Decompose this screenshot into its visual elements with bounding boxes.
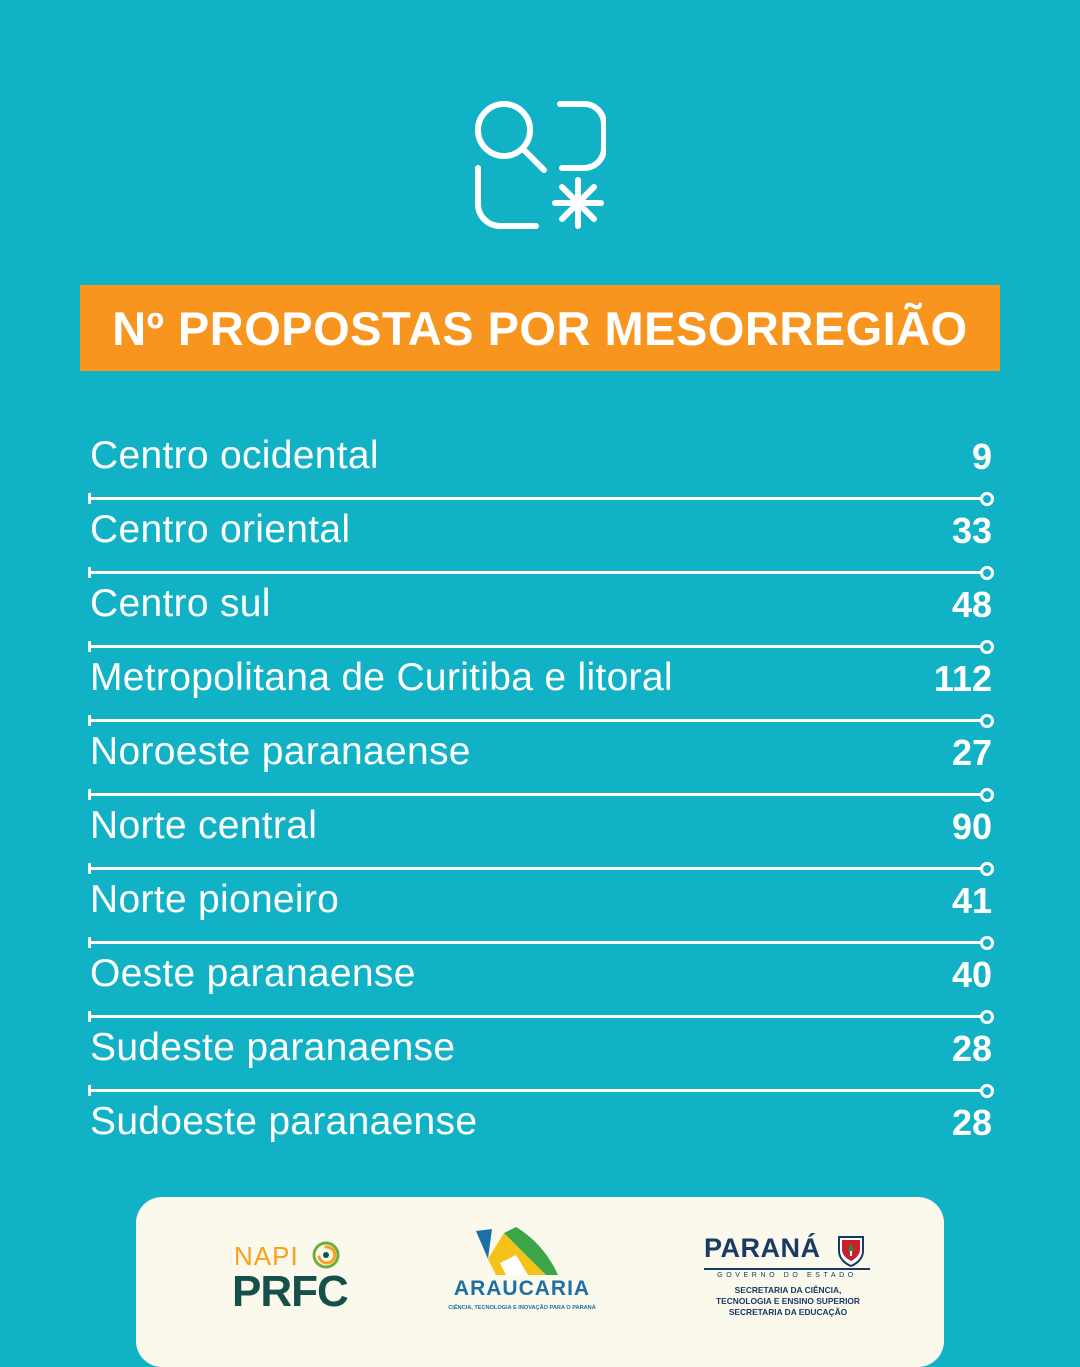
list-item: [88, 866, 994, 940]
list-item: [88, 792, 994, 866]
list-item: [88, 644, 994, 718]
region-list: [88, 422, 994, 1162]
proposal-count: 28: [951, 1102, 992, 1143]
napi-logo-text: NAPI: [234, 1241, 299, 1271]
parana-government-logo: [702, 1233, 874, 1333]
list-item: [88, 940, 994, 1014]
region-label: Sudoeste paranaense: [90, 1100, 478, 1143]
page-title: Nº PROPOSTAS POR MESORREGIÃO: [112, 301, 968, 355]
parana-subtitle: GOVERNO DO ESTADO: [717, 1272, 857, 1279]
araucaria-mark-icon: [466, 1225, 566, 1277]
list-item: [88, 422, 994, 496]
list-item: [88, 496, 994, 570]
secretariat-line: TECNOLOGIA E ENSINO SUPERIOR: [716, 1296, 860, 1306]
list-item: [88, 1014, 994, 1088]
parana-coat-of-arms-icon: [834, 1233, 868, 1267]
region-label: Oeste paranaense: [90, 952, 416, 995]
search-sparkle-icon: [474, 100, 606, 232]
secretariat-line: SECRETARIA DA EDUCAÇÃO: [728, 1307, 848, 1317]
proposal-count: 90: [951, 806, 992, 847]
title-banner: [80, 285, 1000, 371]
region-label: Metropolitana de Curitiba e litoral: [90, 656, 673, 699]
region-label: Norte pioneiro: [90, 878, 340, 921]
region-label: Centro sul: [90, 582, 271, 625]
secretariat-line: SECRETARIA DA CIÊNCIA,: [734, 1285, 842, 1295]
araucaria-logo: [442, 1225, 602, 1325]
divider: [704, 1268, 870, 1270]
parana-name: PARANÁ: [704, 1233, 821, 1263]
prfc-logo-text: PRFC: [232, 1267, 348, 1316]
napi-prfc-logo: [232, 1239, 372, 1319]
proposal-count: 28: [951, 1028, 992, 1069]
region-label: Sudeste paranaense: [90, 1026, 456, 1069]
proposal-count: 9: [971, 436, 992, 477]
proposal-count: 40: [951, 954, 992, 995]
araucaria-tagline: CIÊNCIA, TECNOLOGIA E INOVAÇÃO PARA O PARANÁ: [448, 1305, 596, 1311]
proposal-count: 33: [951, 510, 992, 551]
proposal-count: 41: [951, 880, 992, 921]
proposal-count: 48: [951, 584, 992, 625]
list-item: [88, 1088, 994, 1162]
region-label: Noroeste paranaense: [90, 730, 471, 773]
region-label: Centro ocidental: [90, 434, 379, 477]
list-item: [88, 570, 994, 644]
list-item: [88, 718, 994, 792]
proposal-count: 27: [951, 732, 992, 773]
region-label: Centro oriental: [90, 508, 351, 551]
region-label: Norte central: [90, 804, 318, 847]
sponsor-logos-footer: [136, 1197, 944, 1367]
araucaria-name: ARAUCARIA: [453, 1277, 591, 1300]
proposal-count: 112: [933, 658, 992, 699]
